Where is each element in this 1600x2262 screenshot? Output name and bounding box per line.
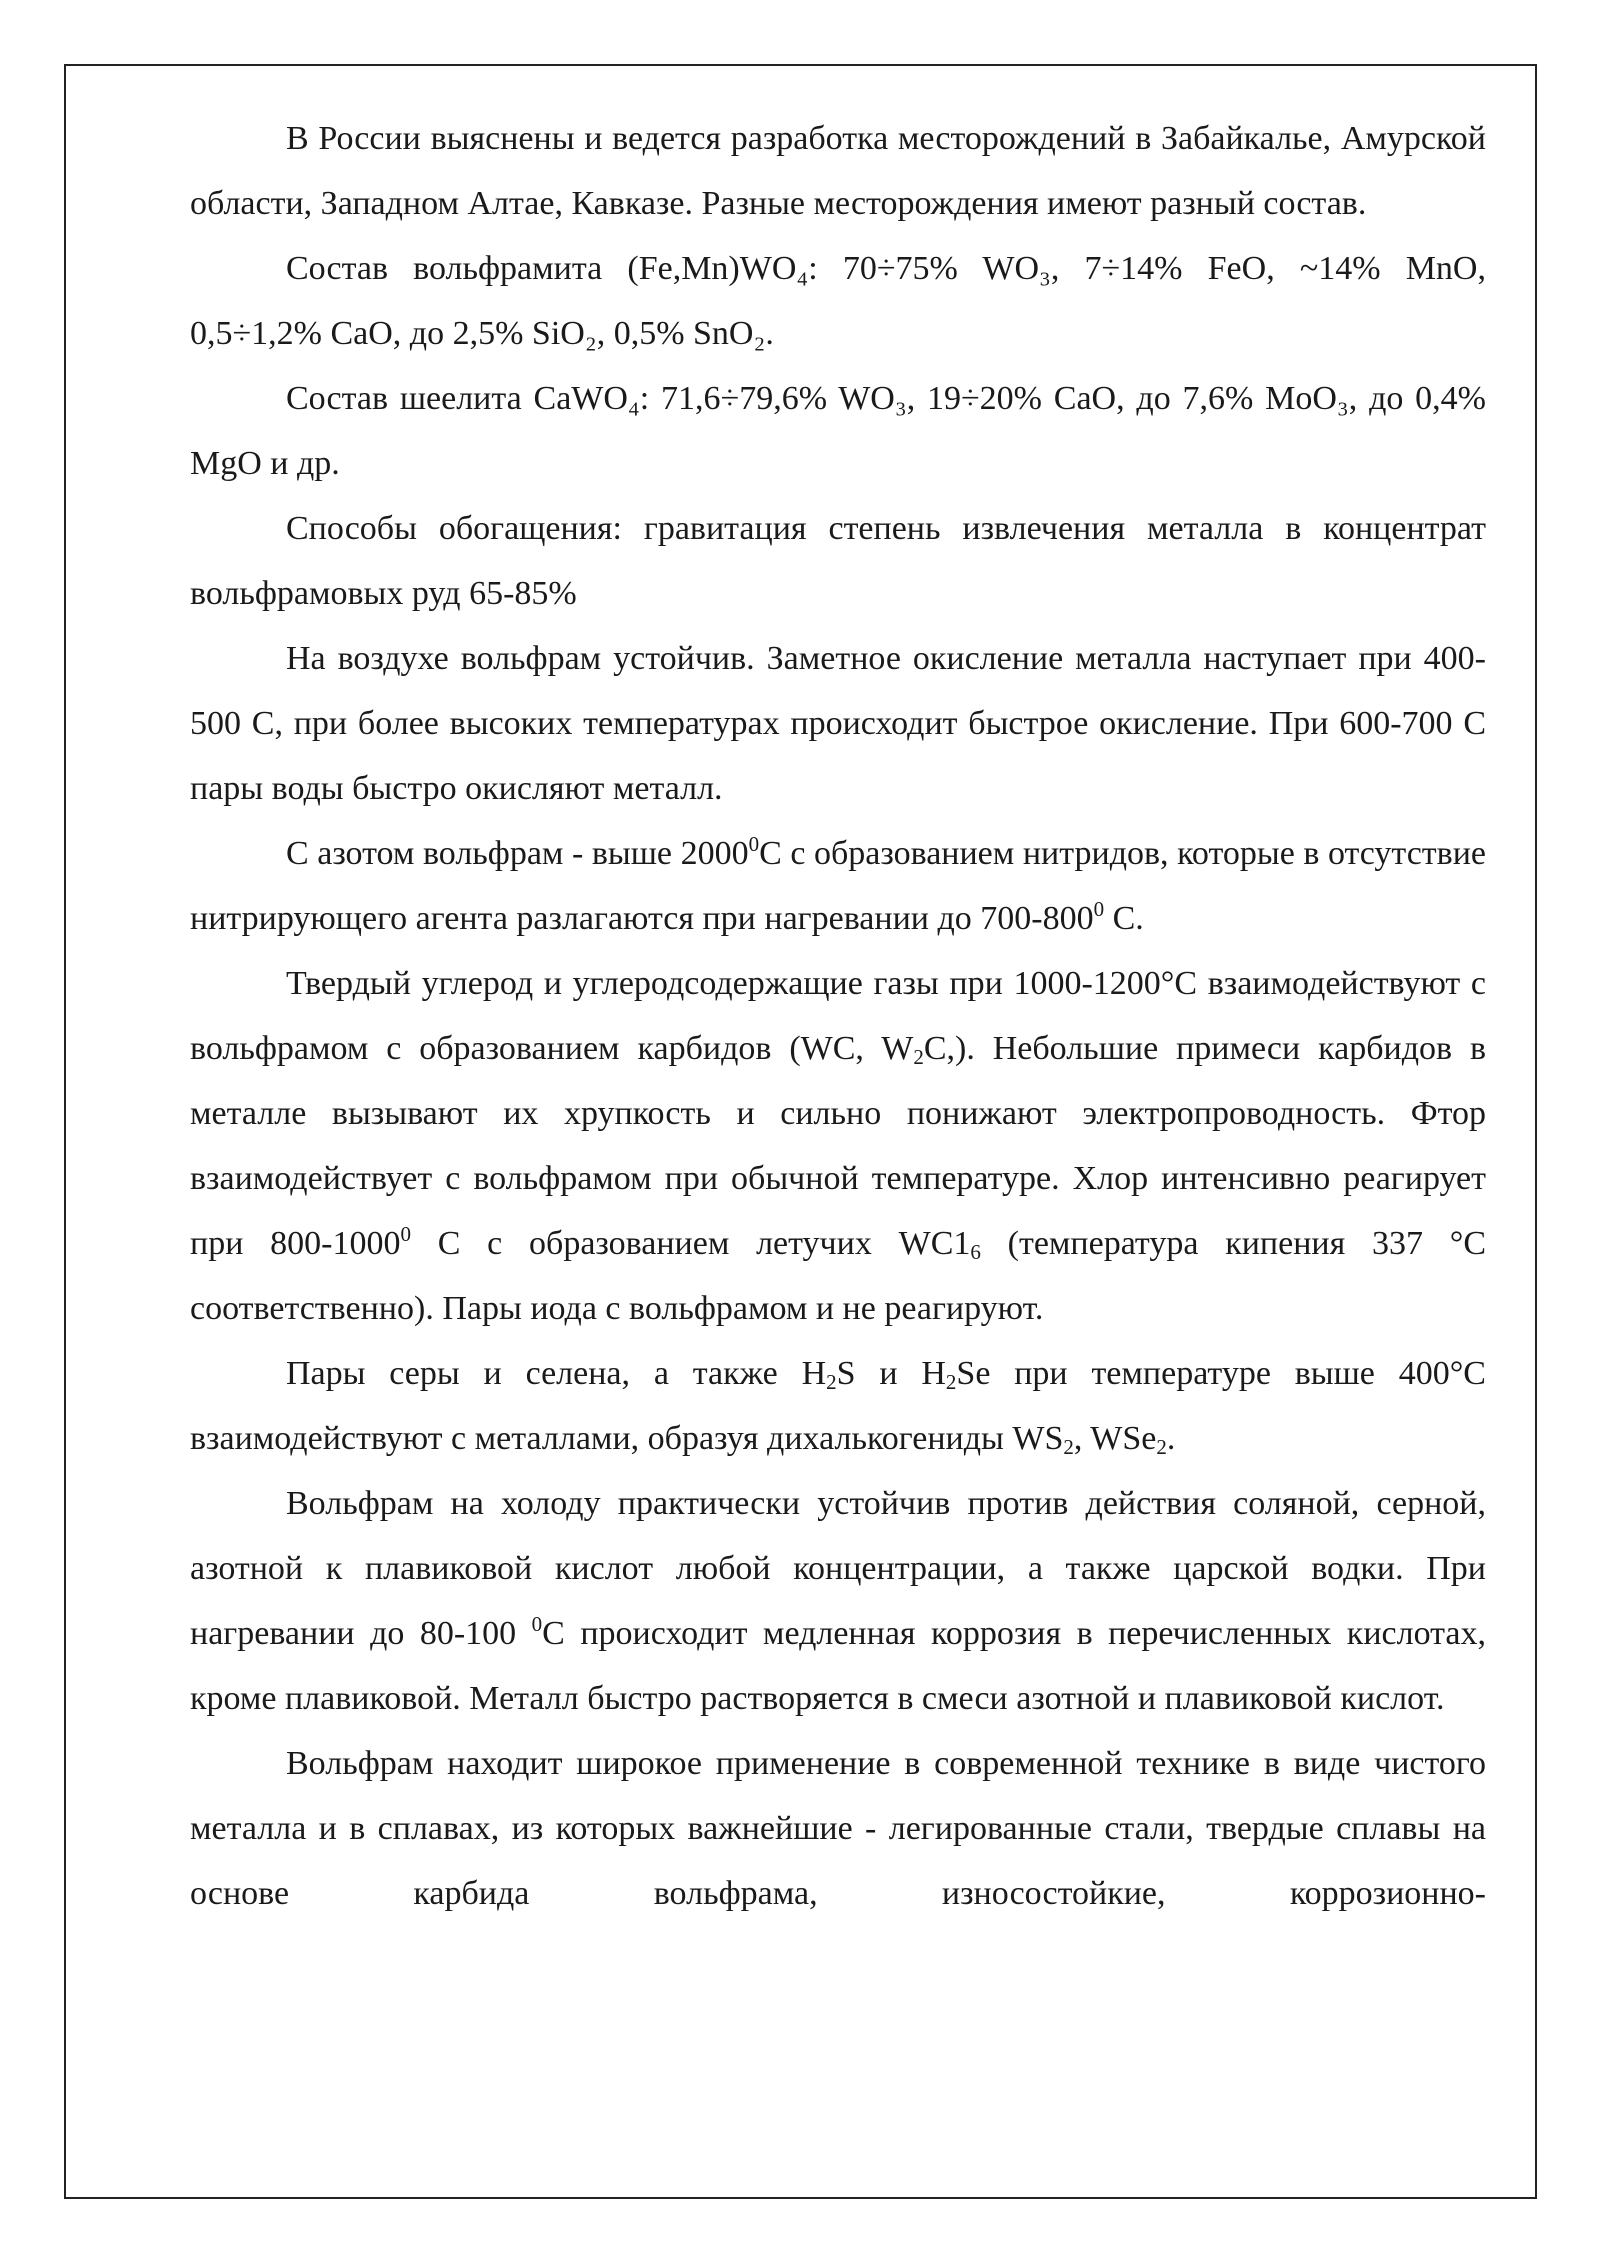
paragraph-enrichment	[190, 496, 1486, 626]
text-run: , WSe	[1073, 1420, 1157, 1457]
paragraph-wolframite	[190, 236, 1486, 366]
text-run: На воздухе вольфрам устойчив. Заметное окисление металла наступает при 400-500 С, при более высоких температурах происходит быстрое окисление. При 600-700 С пары воды быстро окисляют металл.	[190, 640, 1486, 807]
superscript: 0	[531, 1612, 543, 1636]
text-run: Вольфрам находит широкое применение в современной технике в виде чистого металла и в сплавах, из которых важнейшие - легированные стали, твердые сплавы на основе карбида вольфрама, износостойкие, коррозионно-	[190, 1745, 1486, 1912]
paragraph-carbon	[190, 951, 1486, 1341]
text-run: Вольфрам на холоду практически устойчив против действия соляной, серной, азотной к плавиковой кислот любой концентрации, а также царской водки. При нагревании до 80-100	[190, 1485, 1486, 1652]
text-run: С.	[1104, 900, 1144, 937]
text-run: Se при температуре выше 400°С взаимодействуют с металлами, образуя дихалькогениды WS	[190, 1355, 1486, 1457]
text-run: С азотом вольфрам - выше 2000	[286, 835, 749, 872]
subscript: 6	[970, 1240, 981, 1264]
document-body	[190, 106, 1486, 1926]
paragraph-sulfur	[190, 1341, 1486, 1471]
text-run: С с образованием нитридов, которые в отсутствие нитрирующего агента разлагаются при нагревании до 700-800	[190, 835, 1486, 937]
subscript: 2	[1063, 1435, 1074, 1459]
superscript: 0	[1093, 897, 1105, 921]
text-run: S и H	[836, 1355, 946, 1392]
paragraph-applications	[190, 1731, 1486, 1926]
paragraph-oxidation	[190, 626, 1486, 821]
subscript: 2	[826, 1370, 837, 1394]
paragraph-nitrogen	[190, 821, 1486, 951]
paragraph-acids	[190, 1471, 1486, 1731]
text-run: C,). Небольшие примеси карбидов в металле вызывают их хрупкость и сильно понижают электропроводность. Фтор взаимодействует с вольфрамом при обычной температуре. Хлор интенсивно реагирует при 800-1000	[190, 1030, 1487, 1262]
text-run: Состав шеелита CaWO₄: 71,6÷79,6% WO₃, 19÷20% CaO, до 7,6% MoO₃, до 0,4% MgO и др.	[190, 380, 1486, 482]
text-run: Твердый углерод и углеродсодержащие газы при 1000-1200°С взаимодействуют с вольфрамом с образованием карбидов (WC, W	[190, 965, 1486, 1067]
paragraph-scheelite	[190, 366, 1486, 496]
text-run: (температура кипения 337 °С соответственно). Пары иода с вольфрамом и не реагируют.	[190, 1225, 1487, 1327]
paragraph-deposits	[190, 106, 1486, 236]
text-run: С с образованием летучих WC1	[410, 1225, 971, 1262]
subscript: 2	[913, 1045, 924, 1069]
text-run: Пары серы и селена, а также H	[286, 1355, 827, 1392]
subscript: 2	[945, 1370, 957, 1394]
text-run: .	[1166, 1420, 1176, 1457]
text-run: С происходит медленная коррозия в перечисленных кислотах, кроме плавиковой. Металл быстро растворяется в смеси азотной и плавиковой кислот.	[190, 1615, 1486, 1717]
subscript: 2	[1156, 1435, 1167, 1459]
text-run: В России выяснены и ведется разработка месторождений в Забайкалье, Амурской области, Западном Алтае, Кавказе. Разные месторождения имеют разный состав.	[190, 120, 1486, 222]
superscript: 0	[400, 1222, 411, 1246]
text-run: Способы обогащения: гравитация степень извлечения металла в концентрат вольфрамовых руд 65-85%	[190, 510, 1486, 612]
superscript: 0	[748, 832, 760, 856]
text-run: Состав вольфрамита (Fe,Mn)WO₄: 70÷75% WO₃, 7÷14% FeO, ~14% MnO, 0,5÷1,2% CaO, до 2,5% SiO₂, 0,5% SnO₂.	[190, 250, 1486, 352]
